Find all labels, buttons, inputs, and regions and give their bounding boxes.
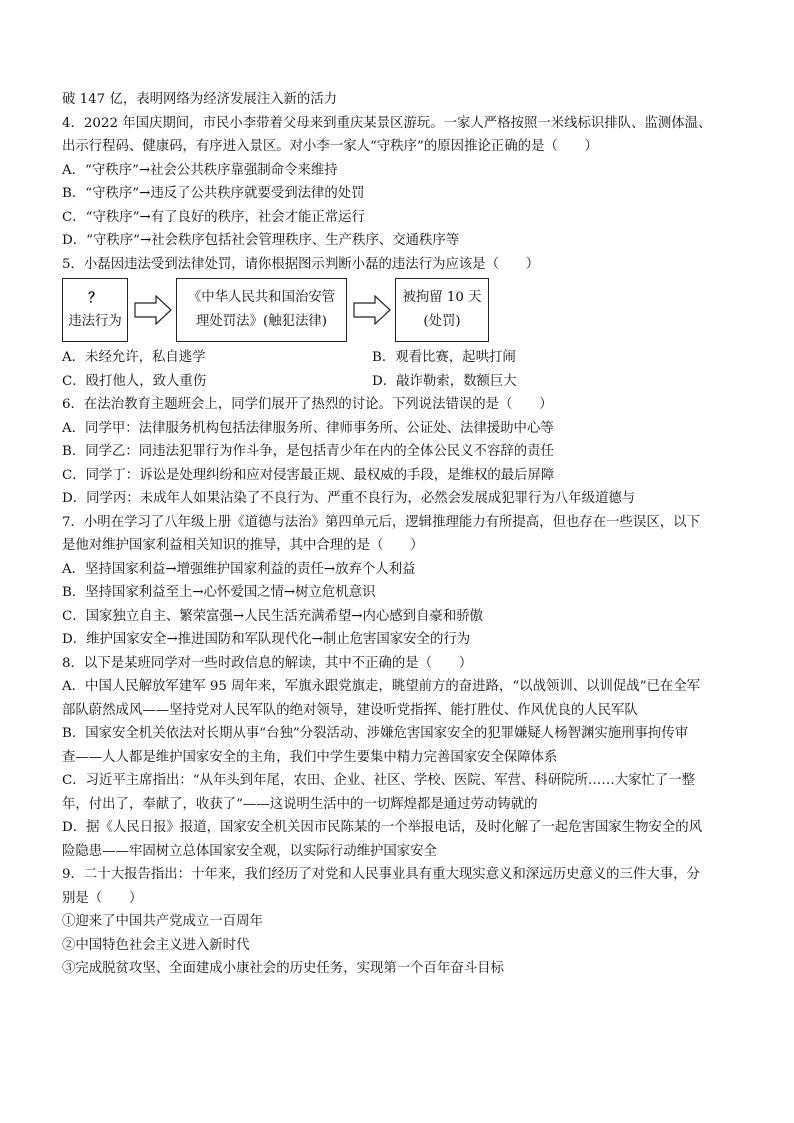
option-b: B．坚持国家利益至上→心怀爱国之情→树立危机意识 bbox=[62, 585, 376, 600]
option-d: D．“守秩序”→社会秩序包括社会管理秩序、生产秩序、交通秩序等 bbox=[62, 233, 460, 248]
question-stem: 出示行程码、健康码，有序进入景区。对小李一家人“守秩序”的原因推论正确的是（ ） bbox=[62, 139, 598, 154]
question-stem: 是他对维护国家利益相关知识的推导，其中合理的是（ ） bbox=[62, 538, 424, 553]
right-arrow-icon bbox=[134, 295, 172, 325]
question-stem: 7．小明在学习了八年级上册《道德与法治》第四单元后，逻辑推理能力有所提高，但也存在一些误区，以下 bbox=[62, 514, 700, 530]
option-b: B．国家安全机关依法对长期从事“台独”分裂活动、涉嫌危害国家安全的犯罪嫌疑人杨智渊实施刑事拘传审 bbox=[62, 726, 689, 741]
exam-page bbox=[62, 88, 752, 981]
option-c: C．习近平主席指出：“从年头到年尾，农田、企业、社区、学校、医院、军营、科研院所……大家忙了一整 bbox=[62, 773, 696, 788]
options-row bbox=[62, 346, 752, 370]
box-label: 被拘留 10 天 bbox=[402, 290, 482, 305]
right-arrow-icon bbox=[353, 295, 391, 325]
question-stem: 6．在法治教育主题班会上，同学们展开了热烈的讨论。下列说法错误的是（ ） bbox=[62, 397, 553, 412]
option-a: A．未经允许，私自逃学 bbox=[62, 350, 206, 365]
option-c-cont: 年，付出了，奉献了，收获了”——这说明生活中的一切辉煌都是通过劳动铸就的 bbox=[62, 796, 538, 812]
question-stem: 别是（ ） bbox=[62, 890, 143, 906]
option-d: D．敲诈勒索，数额巨大 bbox=[372, 373, 517, 389]
option-c: C．国家独立自主、繁荣富强→人民生活充满希望→内心感到自豪和骄傲 bbox=[62, 608, 484, 624]
penalty-box bbox=[395, 278, 489, 342]
continued-text: 破 147 亿，表明网络为经济发展注入新的活力 bbox=[62, 92, 338, 107]
option-b: B．观看比赛，起哄打闹 bbox=[372, 350, 516, 365]
list-item: ①迎来了中国共产党成立一百周年 bbox=[62, 914, 263, 929]
option-a: A．“守秩序”→社会公共秩序靠强制命令来维持 bbox=[62, 162, 338, 178]
option-b: B．同学乙：同违法犯罪行为作斗争，是包括青少年在内的全体公民义不容辞的责任 bbox=[62, 444, 554, 459]
option-a: A．坚持国家利益→增强维护国家利益的责任→放弃个人利益 bbox=[62, 561, 416, 577]
question-stem: 8．以下是某班同学对一些时政信息的解读，其中不正确的是（ ） bbox=[62, 655, 473, 671]
option-d: D．同学丙：未成年人如果沾染了不良行为、严重不良行为，必然会发展成犯罪行为八年级道德与 bbox=[62, 491, 636, 506]
question-4 bbox=[62, 112, 752, 253]
option-d-cont: 险隐患——牢固树立总体国家安全观，以实际行动维护国家安全 bbox=[62, 843, 437, 859]
options-row bbox=[62, 370, 752, 394]
flow-diagram bbox=[62, 278, 752, 344]
question-stem: 4．2022 年国庆期间，市民小李带着父母来到重庆某景区游玩。一家人严格按照一米线标识排队、监测体温、 bbox=[62, 115, 712, 131]
question-mark: ？ bbox=[88, 290, 102, 306]
law-box bbox=[176, 278, 347, 342]
option-d: D．据《人民日报》报道，国家安全机关因市民陈某的一个举报电话，及时化解了一起危害国家生物安全的风 bbox=[62, 820, 703, 835]
box-label: 《中华人民共和国治安管 bbox=[187, 290, 336, 305]
illegal-act-box bbox=[62, 278, 128, 342]
option-a-cont: 部队蔚然成风——坚持党对人民军队的绝对领导，建设听党指挥、能打胜仗、作风优良的人民军队 bbox=[62, 702, 638, 718]
box-label: 违法行为 bbox=[68, 314, 122, 329]
option-c: C．同学丁：诉讼是处理纠纷和应对侵害最正规、最权威的手段，是维权的最后屏障 bbox=[62, 467, 555, 483]
question-stem: 9．二十大报告指出：十年来，我们经历了对党和人民事业具有重大现实意义和深远历史意义的三件大事，分 bbox=[62, 867, 700, 882]
question-9 bbox=[62, 863, 752, 981]
question-5 bbox=[62, 253, 752, 394]
option-c: C．殴打他人，致人重伤 bbox=[62, 373, 207, 389]
option-b-cont: 查——人人都是维护国家安全的主角，我们中学生要集中精力完善国家安全保障体系 bbox=[62, 749, 558, 765]
option-c: C．“守秩序”→有了良好的秩序，社会才能正常运行 bbox=[62, 209, 365, 225]
option-a: A．中国人民解放军建军 95 周年来，军旗永跟党旗走，眺望前方的奋进路，“以战领训、以训促战”已在全军 bbox=[62, 679, 701, 694]
question-8 bbox=[62, 652, 752, 864]
box-label: (处罚) bbox=[423, 314, 461, 329]
option-a: A．同学甲：法律服务机构包括法律服务所、律师事务所、公证处、法律援助中心等 bbox=[62, 420, 554, 436]
box-label: 理处罚法》(触犯法律) bbox=[196, 314, 327, 329]
question-7 bbox=[62, 511, 752, 652]
list-item: ③完成脱贫攻坚、全面建成小康社会的历史任务，实现第一个百年奋斗目标 bbox=[62, 961, 504, 976]
list-item: ②中国特色社会主义进入新时代 bbox=[62, 937, 250, 953]
option-b: B．“守秩序”→违反了公共秩序就要受到法律的处罚 bbox=[62, 186, 365, 201]
option-d: D．维护国家安全→推进国防和军队现代化→制止危害国家安全的行为 bbox=[62, 632, 471, 647]
question-6 bbox=[62, 393, 752, 511]
question-stem: 5．小磊因违法受到法律处罚，请你根据图示判断小磊的违法行为应该是（ ） bbox=[62, 256, 540, 272]
